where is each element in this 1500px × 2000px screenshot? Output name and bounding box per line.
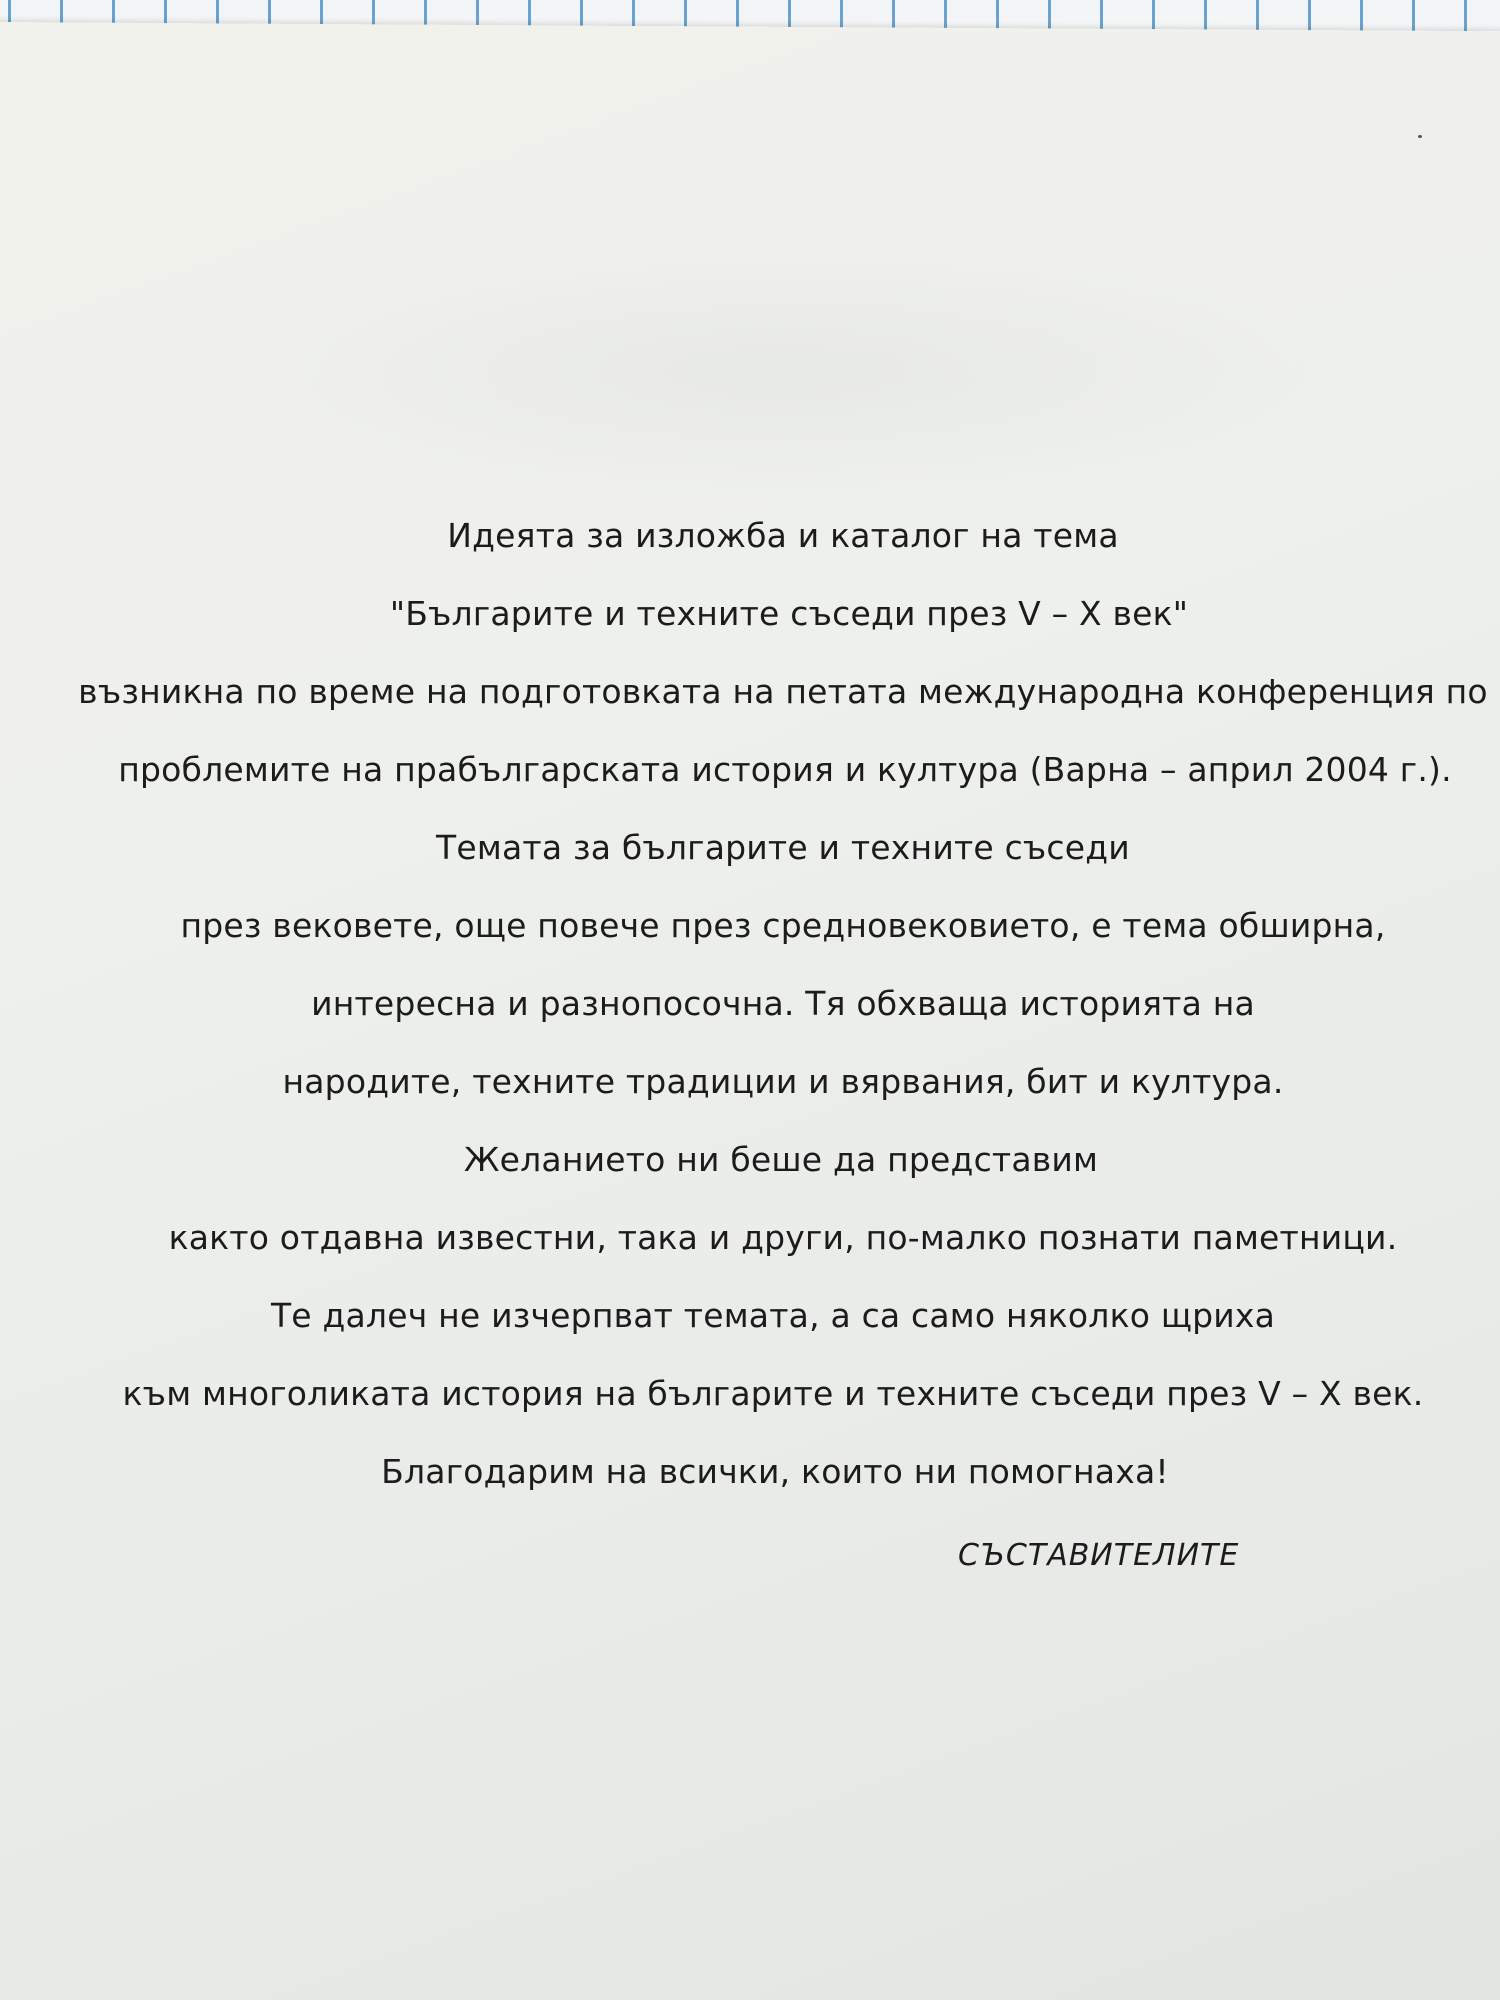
text-line-5: Темата за българите и техните съседи: [436, 828, 1130, 867]
text-line-2: "Българите и техните съседи през V – X век": [389, 594, 1189, 633]
text-line-10: както отдавна известни, така и други, по-малко познати паметници.: [168, 1218, 1398, 1257]
text-line-9: Желанието ни беше да представим: [463, 1140, 1099, 1179]
text-line-3: възникна по време на подготовката на петата международна конференция по: [78, 672, 1488, 711]
text-line-11: Те далеч не изчерпват темата, а са само няколко щриха: [270, 1296, 1276, 1335]
text-line-7: интересна и разнопосочна. Тя обхваща историята на: [311, 984, 1255, 1023]
text-line-1: Идеята за изложба и каталог на тема: [447, 516, 1119, 555]
text-line-13: Благодарим на всички, които ни помогнаха!: [381, 1452, 1169, 1491]
signature: СЪСТАВИТЕЛИТЕ: [958, 1538, 1240, 1573]
text-line-6: през вековете, още повече през средновековието, е тема обширна,: [180, 906, 1386, 945]
text-line-8: народите, техните традиции и вярвания, бит и култура.: [282, 1062, 1284, 1101]
text-line-4: проблемите на прабългарската история и култура (Варна – април 2004 г.).: [118, 750, 1452, 789]
text-line-12: към многоликата история на българите и техните съседи през V – X век.: [122, 1374, 1424, 1413]
